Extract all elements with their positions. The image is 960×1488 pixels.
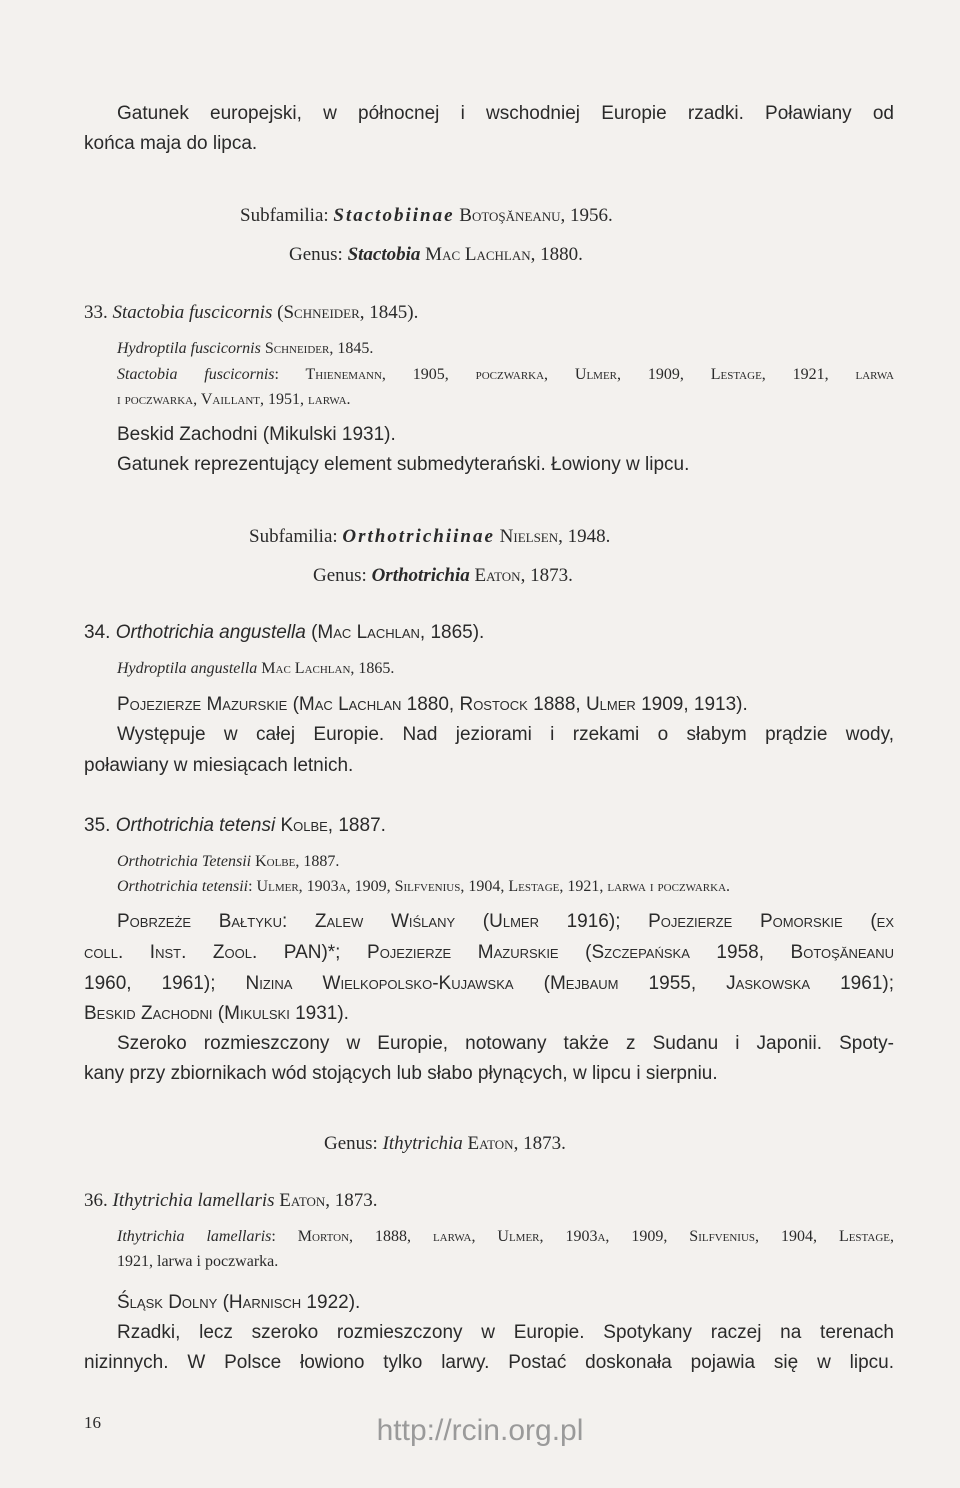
synonym-line: Orthotrichia tetensii: Ulmer, 1903a, 1909, Silfvenius, 1904, Lestage, 1921, larwa i poczwarka. bbox=[117, 878, 731, 895]
genus-heading: Genus: Stactobia Mac Lachlan, 1880. bbox=[289, 244, 583, 265]
locality-line: Pojezierze Mazurskie (Mac Lachlan 1880, Rostock 1888, Ulmer 1909, 1913). bbox=[117, 694, 748, 715]
species-heading: 36. Ithytrichia lamellaris Eaton, 1873. bbox=[84, 1190, 378, 1211]
watermark-url: http://rcin.org.pl bbox=[376, 1414, 584, 1447]
note-line: Występuje w całej Europie. Nad jeziorami i rzekami o słabym prądzie wody, bbox=[117, 724, 894, 745]
genus-heading: Genus: Orthotrichia Eaton, 1873. bbox=[313, 565, 573, 586]
locality-line: Beskid Zachodni (Mikulski 1931). bbox=[117, 424, 396, 445]
note-line: Gatunek reprezentujący element submedyterański. Łowiony w lipcu. bbox=[117, 454, 690, 475]
note-line: poławiany w miesiącach letnich. bbox=[84, 755, 354, 776]
note-line: nizinnych. W Polsce łowiono tylko larwy. Postać doskonała pojawia się w lipcu. bbox=[84, 1352, 894, 1373]
locality-line: Śląsk Dolny (Harnisch 1922). bbox=[117, 1292, 361, 1313]
synonym-line: Hydroptila angustella Mac Lachlan, 1865. bbox=[117, 660, 395, 677]
note-line: Rzadki, lecz szeroko rozmieszczony w Europie. Spotykany raczej na terenach bbox=[117, 1322, 894, 1343]
paragraph-line: Gatunek europejski, w północnej i wschodniej Europie rzadki. Poławiany od bbox=[117, 103, 894, 124]
synonym-line: Orthotrichia Tetensii Kolbe, 1887. bbox=[117, 853, 340, 870]
synonym-line: Stactobia fuscicornis: Thienemann, 1905, poczwarka, Ulmer, 1909, Lestage, 1921, larwa bbox=[117, 366, 894, 383]
species-heading: 35. Orthotrichia tetensi Kolbe, 1887. bbox=[84, 815, 386, 836]
locality-line: 1960, 1961); Nizina Wielkopolsko-Kujawska (Mejbaum 1955, Jaskowska 1961); bbox=[84, 973, 894, 994]
synonym-line: Ithytrichia lamellaris: Morton, 1888, larwa, Ulmer, 1903a, 1909, Silfvenius, 1904, Lestage, bbox=[117, 1228, 894, 1245]
species-heading: 34. Orthotrichia angustella (Mac Lachlan, 1865). bbox=[84, 622, 485, 643]
synonym-line: Hydroptila fuscicornis Schneider, 1845. bbox=[117, 340, 374, 357]
page-number: 16 bbox=[84, 1413, 101, 1432]
locality-line: coll. Inst. Zool. PAN)*; Pojezierze Mazurskie (Szczepańska 1958, Botoşăneanu bbox=[84, 942, 894, 963]
note-line: Szeroko rozmieszczony w Europie, notowany także z Sudanu i Japonii. Spoty- bbox=[117, 1033, 894, 1054]
genus-heading: Genus: Ithytrichia Eaton, 1873. bbox=[324, 1133, 566, 1154]
subfamily-heading: Subfamilia: Orthotrichiinae Nielsen, 1948. bbox=[249, 526, 611, 547]
species-heading: 33. Stactobia fuscicornis (Schneider, 1845). bbox=[84, 302, 419, 323]
locality-line: Beskid Zachodni (Mikulski 1931). bbox=[84, 1003, 349, 1024]
note-line: kany przy zbiornikach wód stojących lub słabo płynących, w lipcu i sierpniu. bbox=[84, 1063, 718, 1084]
synonym-line: i poczwarka, Vaillant, 1951, larwa. bbox=[117, 391, 351, 408]
subfamily-heading: Subfamilia: Stactobiinae Botoşăneanu, 1956. bbox=[240, 205, 613, 226]
paragraph-line: końca maja do lipca. bbox=[84, 133, 258, 154]
locality-line: Pobrzeże Bałtyku: Zalew Wiślany (Ulmer 1916); Pojezierze Pomorskie (ex bbox=[117, 911, 894, 932]
synonym-line: 1921, larwa i poczwarka. bbox=[117, 1253, 279, 1270]
